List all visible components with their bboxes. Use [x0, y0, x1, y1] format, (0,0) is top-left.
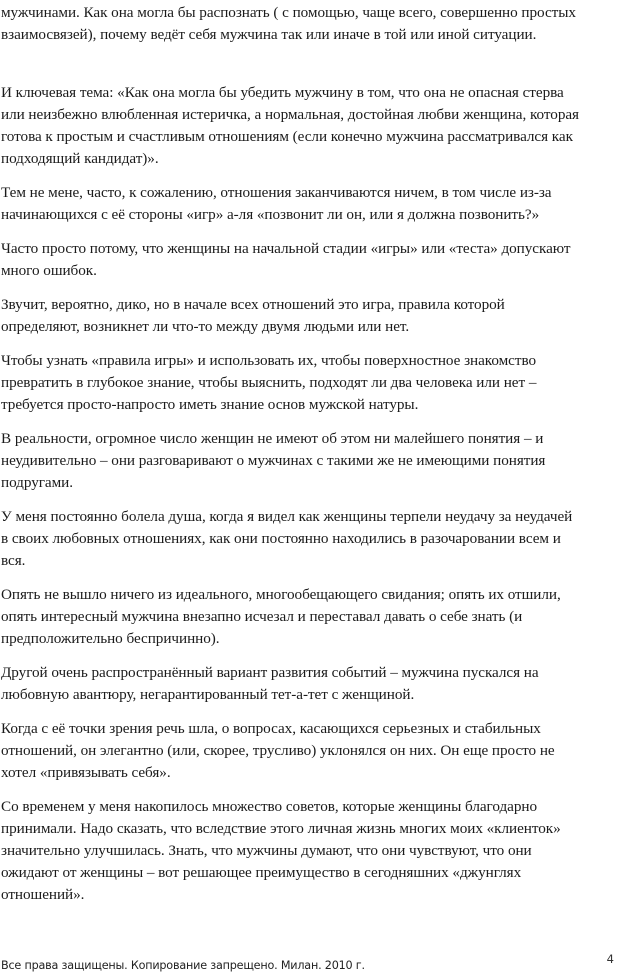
footer-copyright: Все права защищены. Копирование запрещено. Милан. 2010 г. — [1, 959, 365, 972]
paragraph: У меня постоянно болела душа, когда я видел как женщины терпели неудачу за неудачей в своих любовных отношениях, как они постоянно находились в разочаровании всем и вся. — [1, 508, 573, 569]
body-text — [1, 2, 613, 918]
paragraph: Другой очень распространённый вариант развития событий – мужчина пускался на любовную авантюру, негарантированный тет-а-тет с женщиной. — [1, 664, 539, 703]
paragraph: Часто просто потому, что женщины на начальной стадии «игры» или «теста» допускают много ошибок. — [1, 240, 571, 279]
paragraph: В реальности, огромное число женщин не имеют об этом ни малейшего понятия – и неудивительно – они разговаривают о мужчинах с такими же не имеющими понятия подругами. — [1, 430, 546, 491]
paragraph: Тем не мене, часто, к сожалению, отношения заканчиваются ничем, в том числе из-за начинающихся с её стороны «игр» а-ля «позвонит ли он, или я должна позвонить?» — [1, 184, 552, 223]
paragraph: Когда с её точки зрения речь шла, о вопросах, касающихся серьезных и стабильных отношений, он элегантно (или, скорее, трусливо) уклонялся он них. Он еще просто не хотел «привязывать себя». — [1, 720, 555, 781]
paragraph: Со временем у меня накопилось множество советов, которые женщины благодарно принимали. Надо сказать, что вследствие этого личная жизнь многих моих «клиенток» значительно улучшилась. Знать, что мужчины думают, что они чувствуют, что они ожидают от женщины – вот решающее преимущество в сегодняшних «джунглях отношений». — [1, 798, 561, 903]
page-number: 4 — [606, 952, 614, 966]
paragraph: Звучит, вероятно, дико, но в начале всех отношений это игра, правила которой определяют, возникнет ли что-то между двумя людьми или нет. — [1, 296, 505, 335]
paragraph: Опять не вышло ничего из идеального, многообещающего свидания; опять их отшили, опять интересный мужчина внезапно исчезал и переставал давать о себе знать (и предположительно беспричинно). — [1, 586, 561, 647]
paragraph: И ключевая тема: «Как она могла бы убедить мужчину в том, что она не опасная стерва или неизбежно влюбленная истеричка, а нормальная, достойная любви женщина, которая готова к простым и счастливым отношениям (если конечно мужчина рассматривался как подходящий кандидат)». — [1, 84, 579, 167]
paragraph: Чтобы узнать «правила игры» и использовать их, чтобы поверхностное знакомство превратить в глубокое знание, чтобы выяснить, подходят ли два человека или нет – требуется просто-напросто иметь знание основ мужской натуры. — [1, 352, 537, 413]
paragraph: мужчинами. Как она могла бы распознать ( с помощью, чаще всего, совершенно простых взаимосвязей), почему ведёт себя мужчина так или иначе в той или иной ситуации. — [1, 4, 576, 43]
